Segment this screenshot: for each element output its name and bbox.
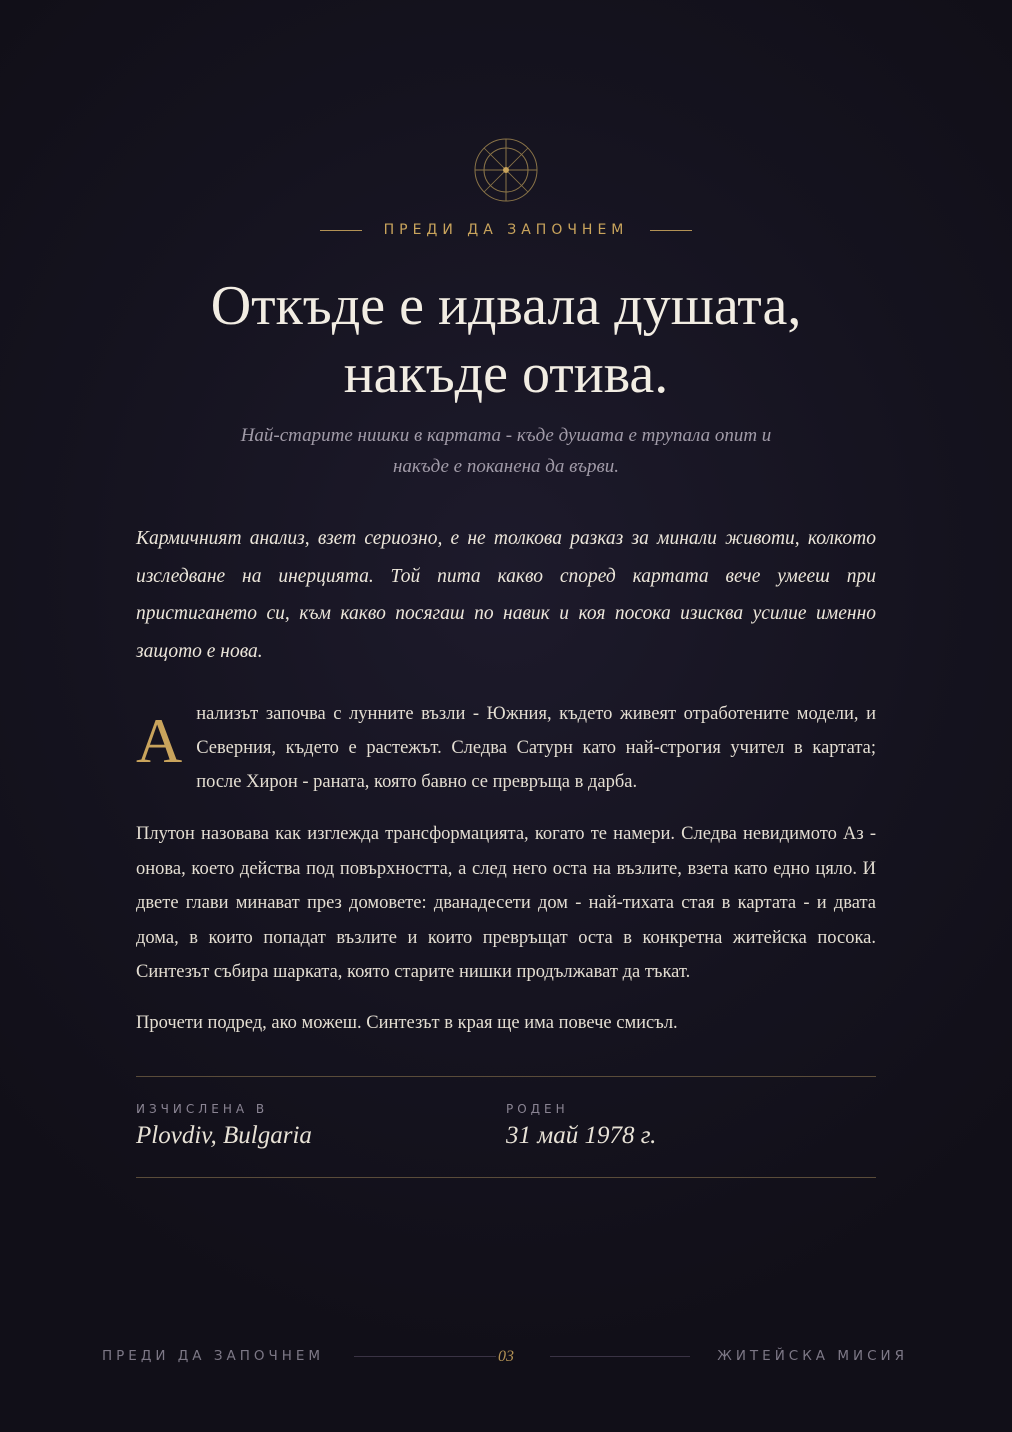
body-paragraph-1 <box>136 697 876 799</box>
eyebrow-rule-left <box>320 230 362 231</box>
title-line-2: накъде отива. <box>343 343 669 405</box>
body-paragraph-3: Прочети подред, ако можеш. Синтезът в края ще има повече смисъл. <box>136 1013 678 1033</box>
meta-divider-bottom <box>136 1177 876 1178</box>
birth-date-label: РОДЕН <box>506 1102 569 1116</box>
footer-section-title: ПРЕДИ ДА ЗАПОЧНЕМ <box>102 1348 325 1364</box>
calc-location-label: ИЗЧИСЛЕНА В <box>136 1102 269 1116</box>
birth-date-value: 31 май 1978 г. <box>506 1122 657 1149</box>
drop-cap: А <box>136 705 183 776</box>
body-paragraph-1-text: нализът започва с лунните възли - Южния, където живеят отработените модели, и Северния, където е растежът. Следва Сатурн като най-строгия учител в картата; после Хирон - раната, която бавно се превръща в дарба. <box>196 704 876 792</box>
footer-rule-left <box>354 1356 496 1357</box>
page-footer <box>0 1346 1012 1370</box>
page-subtitle <box>190 420 822 482</box>
eyebrow-rule-right <box>650 230 692 231</box>
footer-chapter-title: ЖИТЕЙСКА МИСИЯ <box>717 1348 908 1364</box>
subtitle-line-2: накъде е поканена да върви. <box>392 456 620 477</box>
lead-paragraph: Кармичният анализ, взет сериозно, е не толкова разказ за минали животи, колкото изследване на инерцията. Той пита какво според картата вече умееш при пристигането си, към какво посягаш по навик и коя посока изисква усилие именно защото е нова. <box>136 528 876 662</box>
footer-rule-right <box>550 1356 690 1357</box>
meta-divider-top <box>136 1076 876 1077</box>
title-line-1: Откъде е идвала душата, <box>210 275 802 337</box>
section-eyebrow <box>0 222 1012 238</box>
body-paragraph-2: Плутон назовава как изглежда трансформацията, когато те намери. Следва невидимото Аз - онова, което действа под повърхността, а след него оста на възлите, взета като едно цяло. И двете глави минават през домовете: дванадесети дом - най-тихата стая в картата - и двата дома, в които попадат възлите и които превръщат оста в конкретна житейска посока. Синтезът събира шарката, която старите нишки продължават да тъкат. <box>136 824 876 982</box>
page-number: 03 <box>498 1348 514 1365</box>
page-title <box>0 272 1012 408</box>
calc-location-value: Plovdiv, Bulgaria <box>136 1122 312 1149</box>
eyebrow-text: ПРЕДИ ДА ЗАПОЧНЕМ <box>383 222 629 238</box>
compass-wheel-icon <box>474 138 538 202</box>
subtitle-line-1: Най-старите нишки в картата - къде душата е трупала опит и <box>240 425 772 446</box>
